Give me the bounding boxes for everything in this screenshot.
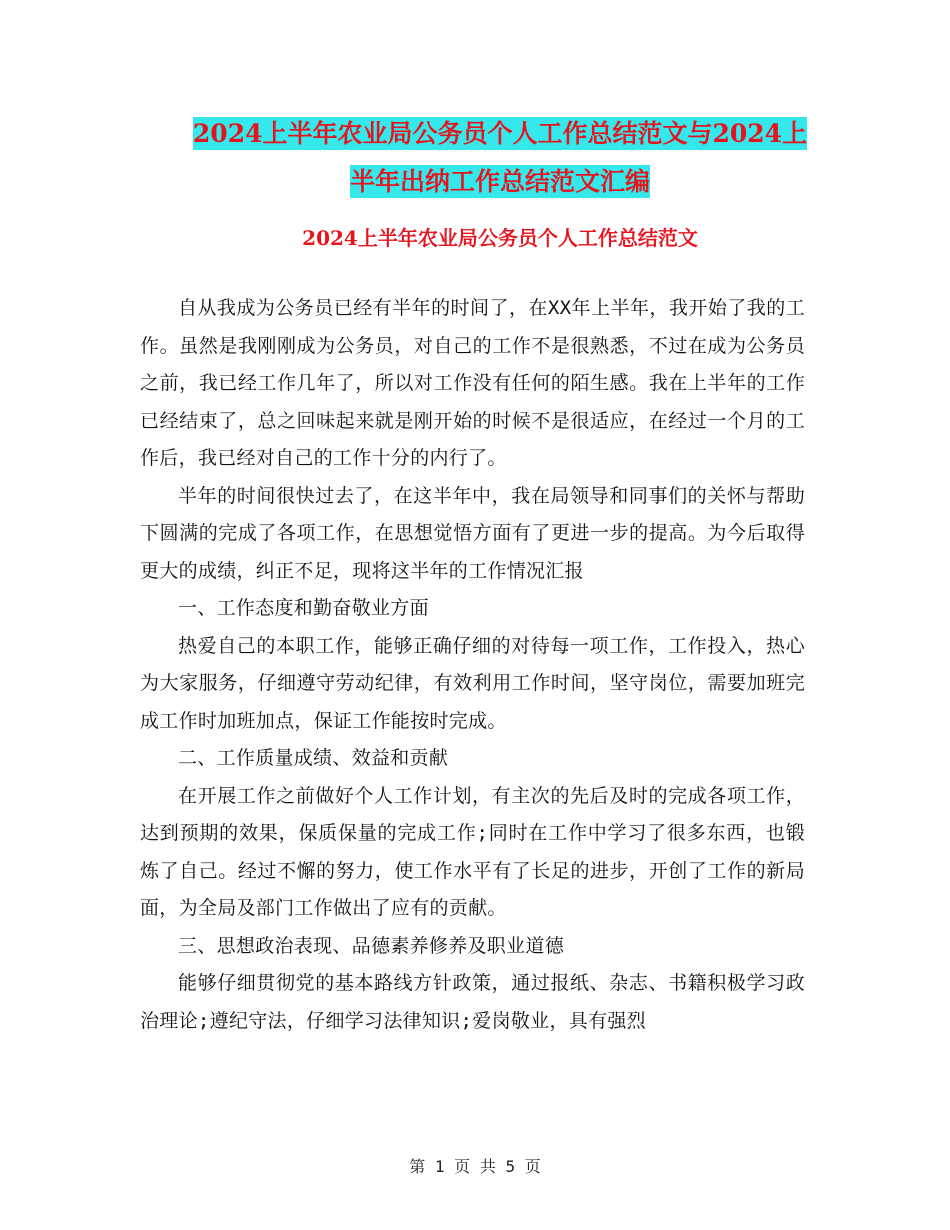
section-heading: 一、工作态度和勤奋敬业方面 [178,597,429,619]
document-title-line-2: 半年出纳工作总结范文汇编 [349,167,650,196]
paragraph: 在开展工作之前做好个人工作计划，有主次的先后及时的完成各项工作，达到预期的效果，保质保量的完成工作;同时在工作中学习了很多东西，也锻炼了自己。经过不懈的努力，使工作水平有了长足的进步，开创了工作的新局面，为全局及部门工作做出了应有的贡献。 [140,784,805,919]
paragraph: 能够仔细贯彻党的基本路线方针政策，通过报纸、杂志、书籍积极学习政治理论;遵纪守法，仔细学习法律知识;爱岗敬业，具有强烈 [140,972,805,1032]
paragraph: 半年的时间很快过去了，在这半年中，我在局领导和同事们的关怀与帮助下圆满的完成了各项工作，在思想觉悟方面有了更进一步的提高。为今后取得更大的成绩，纠正不足，现将这半年的工作情况汇报 [140,484,805,582]
section-heading: 三、思想政治表现、品德素养修养及职业道德 [178,934,565,957]
page-number: 第 1 页 共 5 页 [409,1157,541,1176]
paragraph: 热爱自己的本职工作，能够正确仔细的对待每一项工作，工作投入，热心为大家服务，仔细遵守劳动纪律，有效利用工作时间，坚守岗位，需要加班完成工作时加班加点，保证工作能按时完成。 [140,634,805,732]
paragraph: 自从我成为公务员已经有半年的时间了，在XX年上半年，我开始了我的工作。虽然是我刚刚成为公务员，对自己的工作不是很熟悉，不过在成为公务员之前，我已经工作几年了，所以对工作没有任何的陌生感。我在上半年的工作已经结束了，总之回味起来就是刚开始的时候不是很适应，在经过一个月的工作后，我已经对自己的工作十分的内行了。 [140,297,805,469]
document-body [140,290,805,1040]
document-title [140,110,860,206]
section-heading: 二、工作质量成绩、效益和贡献 [178,747,449,769]
document-title-line-1: 2024上半年农业局公务员个人工作总结范文与2024上 [192,119,808,148]
section-title: 2024上半年农业局公务员个人工作总结范文 [302,226,698,250]
